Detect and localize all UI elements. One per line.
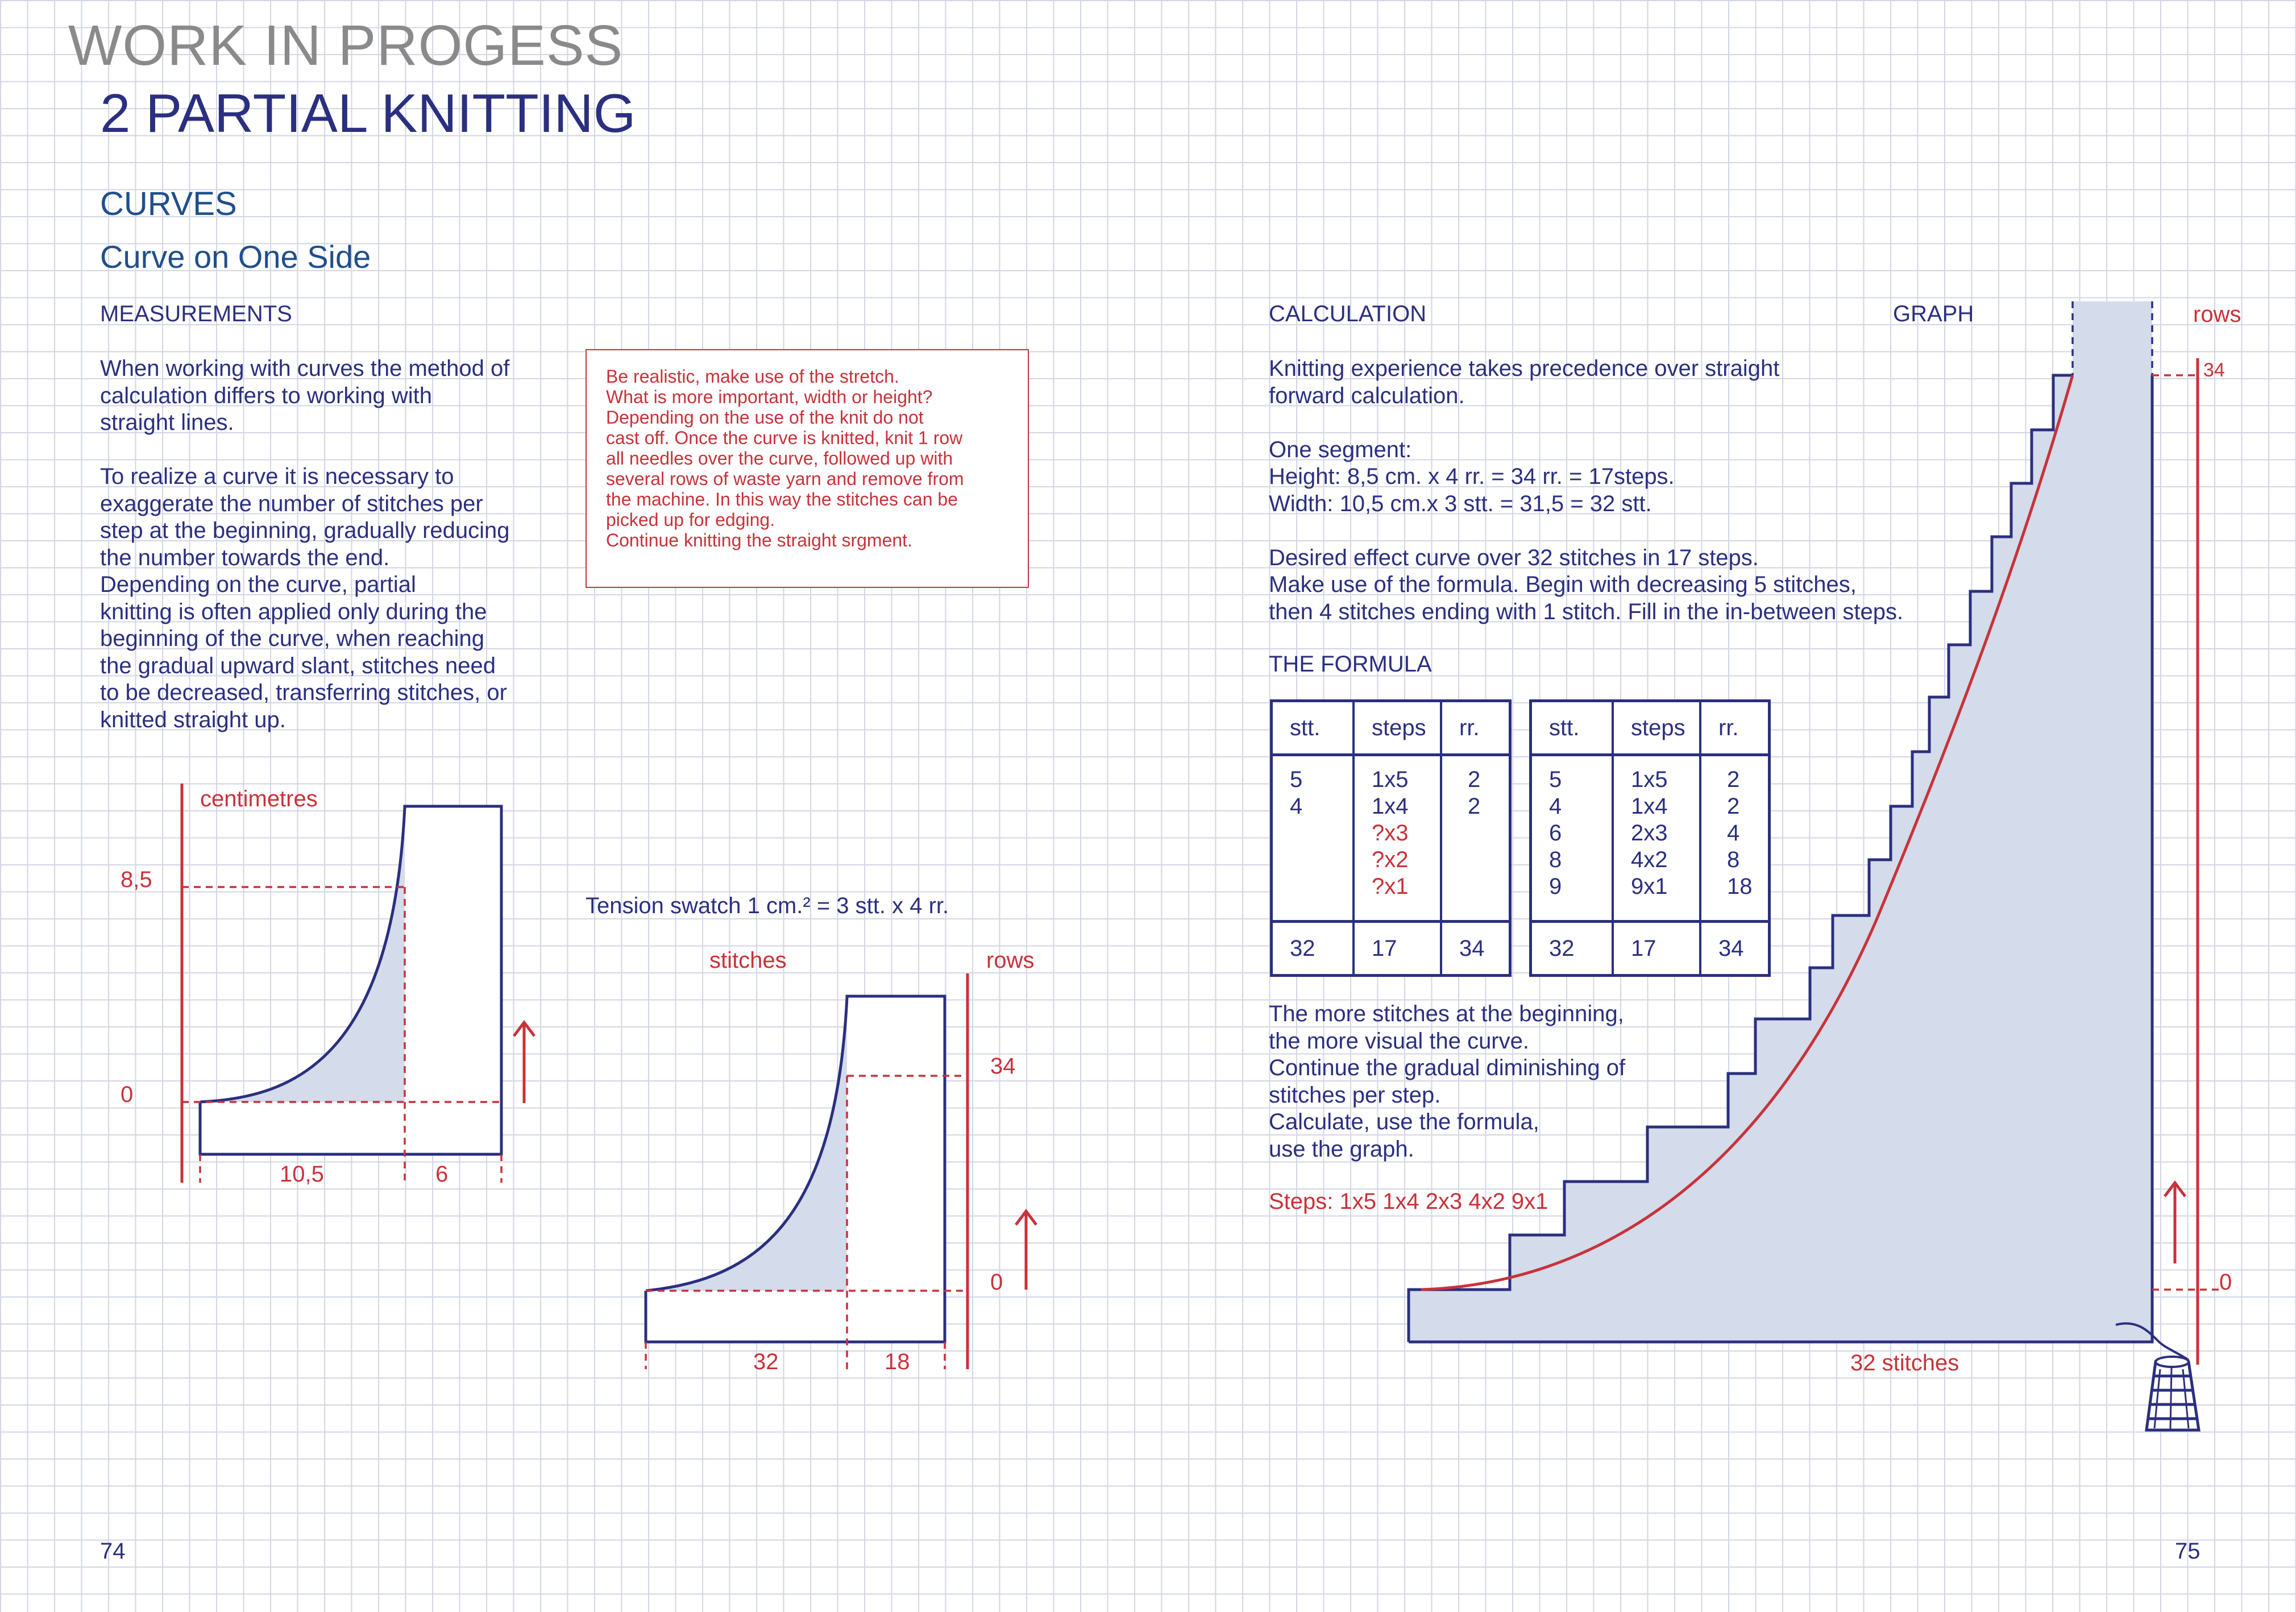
curve-fill xyxy=(646,997,847,1291)
cm-axis-label: centimetres xyxy=(200,786,318,811)
table-total: 34 xyxy=(1441,922,1510,976)
cell-value: 4 xyxy=(1290,794,1303,819)
cell-value: 6 xyxy=(1549,820,1562,846)
cell-value: 1x5 xyxy=(1631,767,1668,792)
steps-line: Steps: 1x5 1x4 2x3 4x2 9x1 xyxy=(1269,1189,1548,1214)
cell-value-unknown: ?x1 xyxy=(1372,874,1409,899)
table-total: 32 xyxy=(1531,922,1613,976)
stitches-width-b: 18 xyxy=(885,1349,910,1374)
table-header: stt. xyxy=(1272,701,1354,755)
stitches-label: stitches xyxy=(709,948,787,973)
cell-value: 5 xyxy=(1290,767,1303,792)
cell-value: 2 xyxy=(1727,794,1740,819)
graph-x-label: 32 stitches xyxy=(1850,1350,1959,1375)
measurements-paragraph-2: To realize a curve it is necessary to exaggerate the number of stitches per step at the beginning, gradually reducing the number towards the end. Depending on the curve, partial knitting is often applied only during the beginning of the curve, when reaching the gradual upward slant, stitches need to be decreased, transferring stitches, or knitted straight up. xyxy=(100,464,510,732)
curve-fill xyxy=(200,807,405,1102)
cell-value: 1x5 xyxy=(1372,767,1409,792)
tension-swatch-label: Tension swatch 1 cm.² = 3 stt. x 4 rr. xyxy=(586,893,949,918)
stitches-width-a: 32 xyxy=(753,1349,779,1374)
graph-rows-top: 34 xyxy=(2203,359,2225,381)
cell-value: 9x1 xyxy=(1631,874,1668,899)
calculation-heading: CALCULATION xyxy=(1269,301,1427,326)
graph-fill xyxy=(1409,301,2152,1342)
cell-value: 8 xyxy=(1727,847,1740,872)
rows-top-value: 34 xyxy=(990,1054,1016,1079)
diagram-stitches-rows xyxy=(646,948,1036,1374)
cell-value: 4x2 xyxy=(1631,847,1668,872)
cell-value: 1x4 xyxy=(1631,794,1668,819)
bottom-explanation: The more stitches at the beginning, the more visual the curve. Continue the gradual diminishing of stitches per step. Calculate, use the formula, use the graph. xyxy=(1269,1001,1626,1162)
cm-zero-value: 0 xyxy=(121,1082,134,1107)
table-total: 17 xyxy=(1353,922,1441,976)
table-header: steps xyxy=(1613,701,1700,755)
cell-value: 2 xyxy=(1468,794,1481,819)
graph-rows-label: rows xyxy=(2193,302,2241,327)
cell-value: 4 xyxy=(1727,820,1740,846)
subsection-title: Curve on One Side xyxy=(100,239,371,275)
cm-width-a: 10,5 xyxy=(280,1162,324,1187)
formula-heading: THE FORMULA xyxy=(1269,652,1432,677)
table-total: 34 xyxy=(1700,922,1770,976)
cell-value: 2 xyxy=(1468,767,1481,792)
measurements-heading: MEASUREMENTS xyxy=(100,301,292,326)
page-number-left: 74 xyxy=(100,1539,126,1564)
cell-value: 5 xyxy=(1549,767,1562,792)
series-title: WORK IN PROGESS xyxy=(68,14,624,77)
calculation-text: Knitting experience takes precedence over straight forward calculation. One segment: Height: 8,5 cm. x 4 rr. = 34 rr. = 17steps. Width: 10,5 cm.x 3 stt. = 31,5 = 32 stt. Desired effect curve over 32 stitches in 17 steps. Make use of the formula. Begin with decreasing 5 stitches, then 4 stitches ending with 1 stitch. Fill in the in-between steps. xyxy=(1269,356,1904,624)
table-total: 32 xyxy=(1272,922,1354,976)
diagram-centimetres xyxy=(121,784,534,1187)
page-number-right: 75 xyxy=(2175,1539,2200,1564)
cell-value: 8 xyxy=(1549,847,1562,872)
rows-zero-value: 0 xyxy=(990,1270,1003,1295)
table-header: steps xyxy=(1353,701,1441,755)
chapter-title: 2 PARTIAL KNITTING xyxy=(100,83,636,144)
graph-heading: GRAPH xyxy=(1893,301,1974,326)
cell-value: 4 xyxy=(1549,794,1562,819)
cell-value: 9 xyxy=(1549,874,1562,899)
table-header: rr. xyxy=(1441,701,1510,755)
table-header: stt. xyxy=(1531,701,1613,755)
cell-value-unknown: ?x2 xyxy=(1372,847,1409,872)
tip-note-box: Be realistic, make use of the stretch. What is more important, width or height? Depending on the use of the knit do not cast off. Once the curve is knitted, knit 1 row all needles over the curve, followed up with several rows of waste yarn and remove from the machine. In this way the stitches can be picked up for edging. Continue knitting the straight srgment. xyxy=(586,349,1029,588)
cell-value: 1x4 xyxy=(1372,794,1409,819)
cell-value-unknown: ?x3 xyxy=(1372,820,1409,846)
rows-label: rows xyxy=(986,948,1035,973)
cell-value: 2x3 xyxy=(1631,820,1668,846)
table-header: rr. xyxy=(1700,701,1770,755)
cell-value: 18 xyxy=(1727,874,1753,899)
graph-rows-zero: 0 xyxy=(2219,1270,2232,1295)
measurements-paragraph-1: When working with curves the method of calculation differs to working with straight lines. xyxy=(100,356,510,435)
cm-width-b: 6 xyxy=(435,1162,449,1187)
cell-value: 2 xyxy=(1727,767,1740,792)
partial-knitting-graph xyxy=(1409,301,2241,1375)
section-title: CURVES xyxy=(100,185,237,222)
table-total: 17 xyxy=(1613,922,1700,976)
cm-top-value: 8,5 xyxy=(121,867,152,892)
